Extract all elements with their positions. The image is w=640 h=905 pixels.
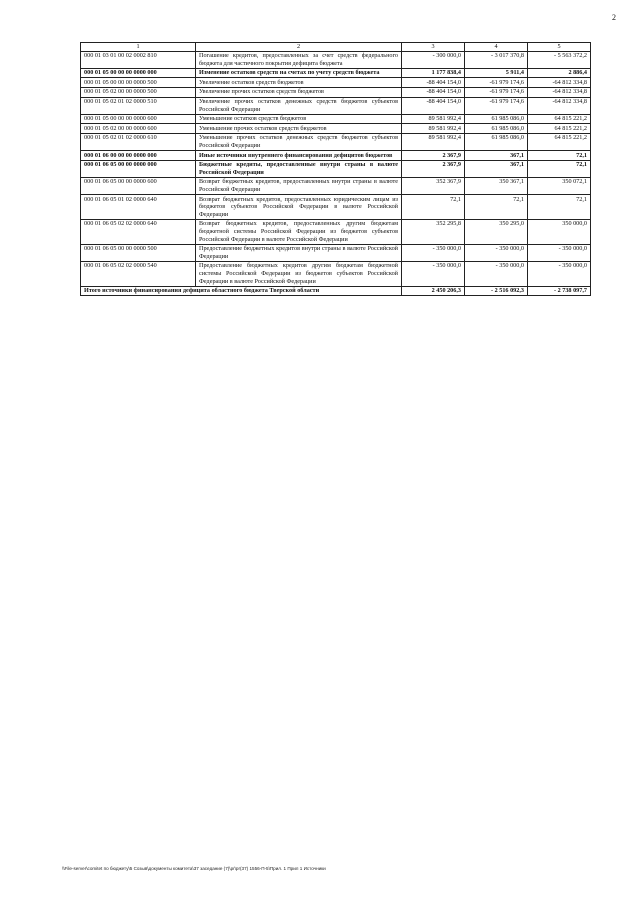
value-col3-cell: 352 295,8	[402, 219, 465, 244]
table-row	[81, 68, 591, 78]
value-col4-cell: -61 979 174,6	[465, 97, 528, 114]
description-cell: Изменение остатков средств на счетах по учету средств бюджета	[196, 68, 402, 78]
value-col4-cell: 367,1	[465, 151, 528, 161]
table-row	[81, 151, 591, 161]
table-row	[81, 261, 591, 286]
column-header: 2	[196, 43, 402, 52]
value-col4-cell: - 3 017 370,8	[465, 51, 528, 68]
value-col3-cell: 72,1	[402, 195, 465, 220]
sources-of-financing-table	[80, 42, 591, 296]
table-row	[81, 219, 591, 244]
value-col5-cell: 72,1	[528, 151, 591, 161]
total-value-col5: - 2 738 097,7	[528, 286, 591, 296]
value-col5-cell: - 5 563 372,2	[528, 51, 591, 68]
value-col3-cell: -88 404 154,0	[402, 97, 465, 114]
value-col4-cell: 5 911,4	[465, 68, 528, 78]
column-header: 3	[402, 43, 465, 52]
table-row	[81, 114, 591, 124]
description-cell: Уменьшение прочих остатков средств бюджетов	[196, 124, 402, 134]
file-path-footer: \\File-server\comitet по бюджету\5 Созыв\документы комитета\37 заседание (7)\pr\pr(37) 1556-П-5\Прил. 1 Прил 1 Источники	[62, 866, 326, 871]
value-col5-cell: 64 815 221,2	[528, 124, 591, 134]
total-label: Итого источники финансирования дефицита областного бюджета Тверской области	[81, 286, 402, 296]
value-col4-cell: 350 295,0	[465, 219, 528, 244]
column-header: 5	[528, 43, 591, 52]
value-col3-cell: 1 177 838,4	[402, 68, 465, 78]
value-col4-cell: 350 367,1	[465, 177, 528, 194]
description-cell: Увеличение прочих остатков денежных средств бюджетов субъектов Российской Федерации	[196, 97, 402, 114]
table-row	[81, 177, 591, 194]
value-col4-cell: 72,1	[465, 195, 528, 220]
value-col5-cell: - 350 000,0	[528, 261, 591, 286]
value-col5-cell: 72,1	[528, 160, 591, 177]
value-col4-cell: 61 985 086,0	[465, 124, 528, 134]
value-col5-cell: 72,1	[528, 195, 591, 220]
value-col3-cell: - 350 000,0	[402, 261, 465, 286]
table-row	[81, 97, 591, 114]
table-row	[81, 244, 591, 261]
page-number: 2	[612, 13, 616, 22]
budget-code-cell: 000 01 06 05 00 00 0000 600	[81, 177, 196, 194]
value-col4-cell: 367,1	[465, 160, 528, 177]
value-col5-cell: 64 815 221,2	[528, 114, 591, 124]
value-col3-cell: 89 581 992,4	[402, 114, 465, 124]
value-col3-cell: -88 404 154,0	[402, 87, 465, 97]
budget-code-cell: 000 01 06 05 02 02 0000 640	[81, 219, 196, 244]
table-row	[81, 87, 591, 97]
description-cell: Бюджетные кредиты, предоставленные внутри страны в валюте Российской Федерации	[196, 160, 402, 177]
value-col5-cell: 350 072,1	[528, 177, 591, 194]
budget-code-cell: 000 01 05 02 01 02 0000 510	[81, 97, 196, 114]
value-col4-cell: 61 985 086,0	[465, 114, 528, 124]
value-col4-cell: - 350 000,0	[465, 244, 528, 261]
budget-code-cell: 000 01 05 02 00 00 0000 600	[81, 124, 196, 134]
value-col3-cell: 352 367,9	[402, 177, 465, 194]
description-cell: Возврат бюджетных кредитов, предоставленных внутри страны в валюте Российской Федерации	[196, 177, 402, 194]
value-col3-cell: - 300 000,0	[402, 51, 465, 68]
value-col3-cell: - 350 000,0	[402, 244, 465, 261]
budget-code-cell: 000 01 05 00 00 00 0000 600	[81, 114, 196, 124]
value-col4-cell: -61 979 174,6	[465, 78, 528, 88]
total-value-col4: - 2 516 092,3	[465, 286, 528, 296]
budget-code-cell: 000 01 06 05 01 02 0000 640	[81, 195, 196, 220]
value-col3-cell: -88 404 154,0	[402, 78, 465, 88]
budget-code-cell: 000 01 06 05 00 00 0000 500	[81, 244, 196, 261]
table-row	[81, 78, 591, 88]
description-cell: Предоставление бюджетных кредитов другим бюджетам бюджетной системы Российской Федерации из бюджетов субъектов Российской Федерации в валюте Российской Федерации	[196, 261, 402, 286]
description-cell: Иные источники внутреннего финансирования дефицитов бюджетов	[196, 151, 402, 161]
column-number-header-row	[81, 43, 591, 52]
budget-code-cell: 000 01 06 05 00 00 0000 000	[81, 160, 196, 177]
description-cell: Уменьшение остатков средств бюджетов	[196, 114, 402, 124]
value-col3-cell: 2 367,9	[402, 151, 465, 161]
description-cell: Возврат бюджетных кредитов, предоставленных юридическим лицам из бюджетов субъектов Российской Федерации в валюте Российской Федерации	[196, 195, 402, 220]
value-col5-cell: -64 812 334,8	[528, 97, 591, 114]
description-cell: Погашение кредитов, предоставленных за счет средств федерального бюджета для частичного покрытия дефицита бюджета	[196, 51, 402, 68]
budget-code-cell: 000 01 06 05 02 02 0000 540	[81, 261, 196, 286]
budget-code-cell: 000 01 05 02 00 00 0000 500	[81, 87, 196, 97]
total-value-col3: 2 450 206,3	[402, 286, 465, 296]
value-col5-cell: - 350 000,0	[528, 244, 591, 261]
description-cell: Возврат бюджетных кредитов, предоставленных другим бюджетам бюджетной системы Российской Федерации из бюджетов субъектов Российской Федерации в валюте Российской Федерации	[196, 219, 402, 244]
table-row	[81, 195, 591, 220]
value-col5-cell: -64 812 334,8	[528, 87, 591, 97]
value-col5-cell: -64 812 334,8	[528, 78, 591, 88]
total-row	[81, 286, 591, 296]
value-col5-cell: 2 886,4	[528, 68, 591, 78]
value-col5-cell: 64 815 221,2	[528, 133, 591, 150]
description-cell: Предоставление бюджетных кредитов внутри страны в валюте Российской Федерации	[196, 244, 402, 261]
table-row	[81, 124, 591, 134]
budget-code-cell: 000 01 05 00 00 00 0000 500	[81, 78, 196, 88]
value-col3-cell: 2 367,9	[402, 160, 465, 177]
value-col4-cell: - 350 000,0	[465, 261, 528, 286]
description-cell: Уменьшение прочих остатков денежных средств бюджетов субъектов Российской Федерации	[196, 133, 402, 150]
value-col4-cell: 61 985 086,0	[465, 133, 528, 150]
value-col4-cell: -61 979 174,6	[465, 87, 528, 97]
value-col3-cell: 89 581 992,4	[402, 133, 465, 150]
value-col3-cell: 89 581 992,4	[402, 124, 465, 134]
description-cell: Увеличение прочих остатков средств бюджетов	[196, 87, 402, 97]
table-body	[81, 51, 591, 286]
table-row	[81, 133, 591, 150]
description-cell: Увеличение остатков средств бюджетов	[196, 78, 402, 88]
budget-code-cell: 000 01 05 00 00 00 0000 000	[81, 68, 196, 78]
budget-code-cell: 000 01 03 01 00 02 0002 810	[81, 51, 196, 68]
budget-code-cell: 000 01 05 02 01 02 0000 610	[81, 133, 196, 150]
budget-code-cell: 000 01 06 00 00 00 0000 000	[81, 151, 196, 161]
table-row	[81, 51, 591, 68]
value-col5-cell: 350 000,0	[528, 219, 591, 244]
column-header: 4	[465, 43, 528, 52]
column-header: 1	[81, 43, 196, 52]
table-row	[81, 160, 591, 177]
